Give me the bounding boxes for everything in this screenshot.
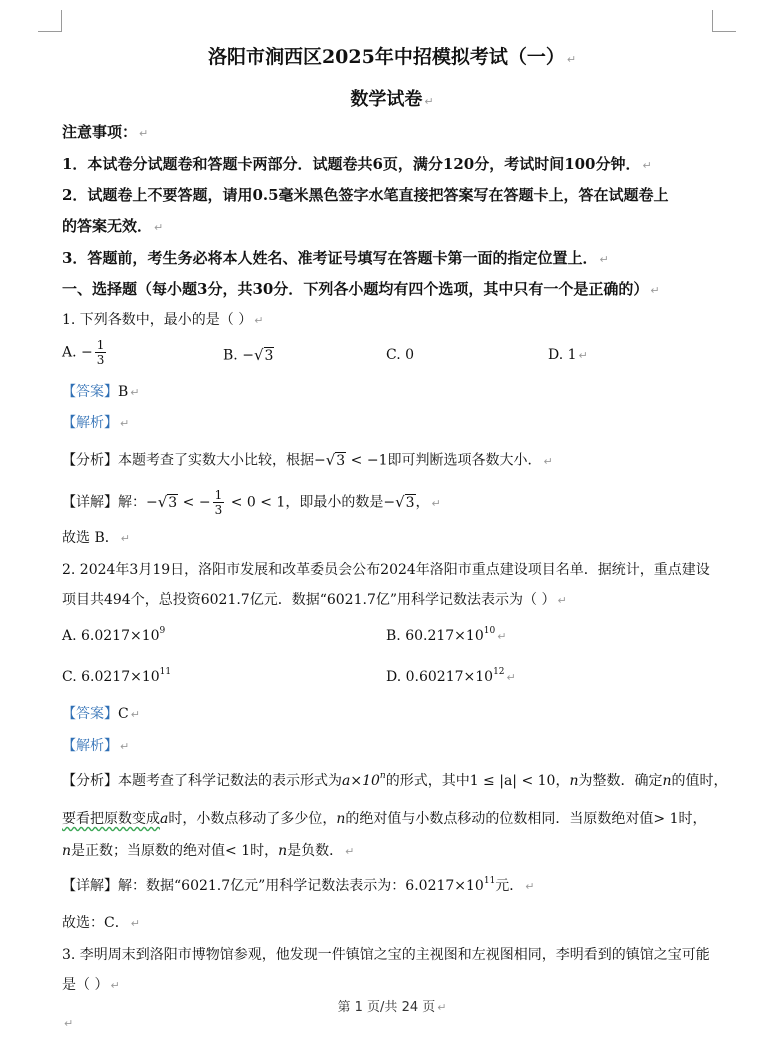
paragraph-mark-icon: ↵ bbox=[650, 284, 660, 297]
paragraph-mark-icon: ↵ bbox=[431, 496, 441, 510]
paragraph-mark-icon: ↵ bbox=[130, 708, 140, 721]
paragraph-mark-icon: ↵ bbox=[424, 95, 434, 108]
notice-item-2: 2．试题卷上不要答题，请用0.5毫米黑色签字水笔直接把答案写在答题卡上，答在试题卷上 bbox=[62, 186, 669, 204]
paragraph-mark-icon: ↵ bbox=[110, 979, 120, 992]
paragraph-mark-icon: ↵ bbox=[345, 845, 355, 858]
q2-answer: 【答案】C ↵ bbox=[62, 706, 140, 722]
paragraph-mark-icon: ↵ bbox=[130, 917, 140, 930]
paragraph-mark-icon: ↵ bbox=[578, 349, 588, 362]
q2-option-d: D. $0.60217\times 10^{12}$ ↵ bbox=[386, 667, 516, 685]
crop-mark-top-right-vertical bbox=[712, 10, 713, 32]
q3-stem-line-1: 3. 李明周末到洛阳市博物馆参观，他发现一件镇馆之宝的主视图和左视图相同，李明看到的镇馆之宝可能 bbox=[62, 947, 710, 963]
trailing-paragraph-mark bbox=[62, 1013, 73, 1034]
q1-option-c: C. 0 bbox=[386, 347, 415, 363]
q1-answer: 【答案】B ↵ bbox=[62, 384, 140, 400]
q2-stem-line-2: 项目共494个，总投资6021.7亿元．数据“6021.7亿”用科学记数法表示为（ ） ↵ bbox=[62, 592, 567, 608]
q1-option-a: A. − $\frac{1}{3}$ bbox=[62, 338, 105, 367]
paragraph-mark-icon: ↵ bbox=[120, 532, 130, 545]
paragraph-mark-icon: ↵ bbox=[154, 221, 164, 234]
paragraph-mark-icon: ↵ bbox=[120, 417, 130, 430]
paragraph-mark-icon: ↵ bbox=[566, 53, 577, 66]
q2-stem-line-1: 2. 2024年3月19日，洛阳市发展和改革委员会公布2024年洛阳市重点建设项目名单．据统计，重点建设 bbox=[62, 562, 710, 578]
paragraph-mark-icon: ↵ bbox=[543, 454, 553, 468]
q3-stem-line-2: 是（ ） ↵ bbox=[62, 977, 120, 993]
paragraph-mark-icon: ↵ bbox=[599, 253, 609, 266]
q1-analysis-tag: 【解析】 ↵ bbox=[62, 415, 130, 431]
q2-fenxi-line-2: 要看把原数变成a时，小数点移动了多少位，n的绝对值与小数点移动的位数相同．当原数绝对值> 1时， bbox=[62, 811, 707, 827]
paragraph-mark-icon: ↵ bbox=[506, 671, 516, 684]
paragraph-mark-icon: ↵ bbox=[139, 127, 149, 140]
q2-analysis-tag: 【解析】 ↵ bbox=[62, 738, 130, 754]
notice-item-1: 1．本试卷分试题卷和答题卡两部分．试题卷共6页，满分120分，考试时间100分钟． ↵ bbox=[62, 155, 652, 173]
exam-title: 洛阳市涧西区2025年中招模拟考试（一） ↵ bbox=[207, 46, 577, 68]
q2-conclusion: 故选：C． ↵ bbox=[62, 915, 140, 931]
fraction: $\frac{1}{3}$ bbox=[96, 338, 105, 367]
page-number-footer: 第 1 页/共 24 页 ↵ bbox=[337, 1000, 447, 1015]
q2-option-c: C. $6.0217\times 10^{11}$ bbox=[62, 667, 172, 685]
q2-fenxi-line-3: n是正数；当原数的绝对值< 1时，n是负数． ↵ bbox=[62, 843, 355, 859]
notice-heading: 注意事项： ↵ bbox=[62, 123, 149, 141]
q1-detail: 【详解】解：−√3 < − $\frac{1}{3}$ < 0 < 1，即最小的数是−√3， ↵ bbox=[62, 488, 441, 517]
paragraph-mark-icon: ↵ bbox=[130, 386, 140, 399]
paragraph-mark-icon: ↵ bbox=[120, 740, 130, 753]
notice-item-2-cont: 的答案无效． ↵ bbox=[62, 217, 164, 235]
q2-option-b: B. $60.217\times 10^{10}$ ↵ bbox=[386, 626, 507, 644]
paragraph-mark-icon: ↵ bbox=[557, 594, 567, 607]
q2-fenxi-line-1: 【分析】本题考查了科学记数法的表示形式为$a\times 10^n$的形式，其中1 ≤ |a| < 10，n为整数．确定n的值时， bbox=[62, 771, 728, 789]
paragraph-mark-icon: ↵ bbox=[642, 159, 652, 172]
paragraph-mark-icon: ↵ bbox=[64, 1017, 74, 1030]
q1-option-b: B. −√3 bbox=[223, 346, 274, 364]
section-1-heading: 一、选择题（每小题3分，共30分．下列各小题均有四个选项，其中只有一个是正确的） ↵ bbox=[62, 280, 660, 298]
radical: √3 bbox=[253, 346, 274, 364]
paragraph-mark-icon: ↵ bbox=[437, 1001, 447, 1014]
q1-conclusion: 故选 B． ↵ bbox=[62, 530, 130, 546]
q2-option-a: A. $6.0217\times 10^9$ bbox=[62, 626, 166, 644]
paragraph-mark-icon: ↵ bbox=[497, 630, 507, 643]
paragraph-mark-icon: ↵ bbox=[525, 880, 535, 893]
crop-mark-top-left-horizontal bbox=[38, 31, 62, 32]
q1-stem: 1. 下列各数中，最小的是（ ） ↵ bbox=[62, 312, 264, 328]
q1-option-d: D. 1 ↵ bbox=[548, 347, 588, 363]
q2-detail: 【详解】解：数据“6021.7亿元”用科学记数法表示为：$6.0217\times 10^{11}$元． ↵ bbox=[62, 876, 535, 894]
crop-mark-top-right-horizontal bbox=[712, 31, 736, 32]
exam-subtitle: 数学试卷 ↵ bbox=[350, 89, 434, 110]
crop-mark-top-left-vertical bbox=[61, 10, 62, 32]
q1-fenxi: 【分析】本题考查了实数大小比较，根据−√3 < −1即可判断选项各数大小． ↵ bbox=[62, 451, 553, 469]
paragraph-mark-icon: ↵ bbox=[254, 314, 264, 327]
notice-item-3: 3．答题前，考生务必将本人姓名、准考证号填写在答题卡第一面的指定位置上． ↵ bbox=[62, 249, 609, 267]
